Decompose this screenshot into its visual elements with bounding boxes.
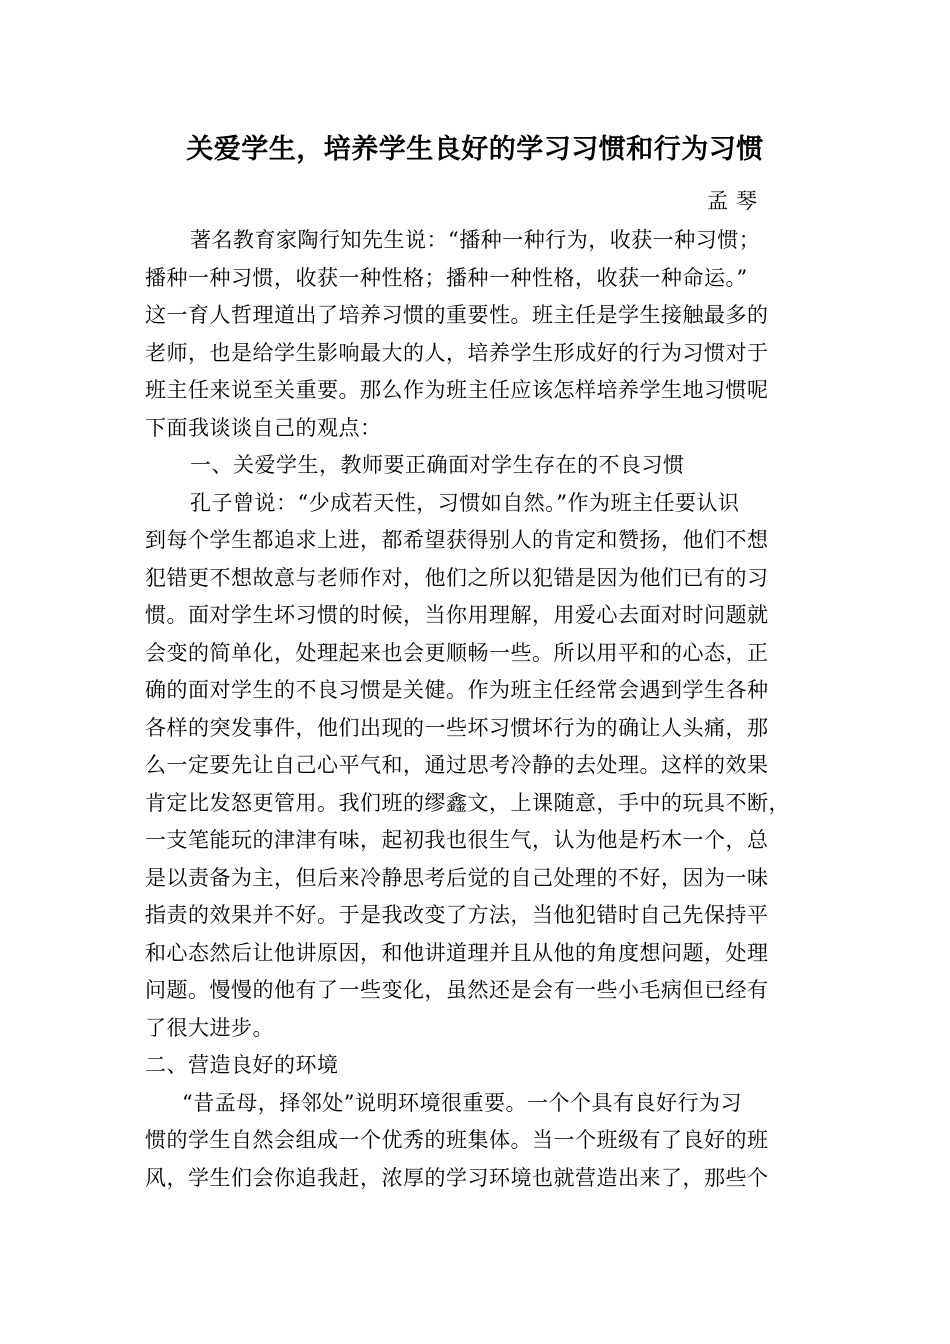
text-line: 班主任来说至关重要。那么作为班主任应该怎样培养学生地习惯呢 xyxy=(145,378,769,402)
section-heading: 二、营造良好的环境 xyxy=(145,1053,339,1077)
text-line: 是以责备为主，但后来冷静思考后觉的自己处理的不好，因为一味 xyxy=(145,865,769,890)
text-line: 这一育人哲理道出了培养习惯的重要性。班主任是学生接触最多的 xyxy=(145,303,769,327)
text-line: 老师，也是给学生影响最大的人，培养学生形成好的行为习惯对于 xyxy=(145,340,769,365)
text-line: 孔子曾说：“少成若天性，习惯如自然。”作为班主任要认识 xyxy=(190,490,740,515)
text-line: 惯的学生自然会组成一个优秀的班集体。当一个班级有了良好的班 xyxy=(145,1128,769,1152)
document-author: 孟琴 xyxy=(707,189,765,213)
text-line: 指责的效果并不好。于是我改变了方法，当他犯错时自己先保持平 xyxy=(145,903,769,927)
text-line: 著名教育家陶行知先生说：“播种一种行为，收获一种习惯； xyxy=(190,228,761,252)
text-line: 问题。慢慢的他有了一些变化，虽然还是会有一些小毛病但已经有 xyxy=(145,978,769,1002)
text-line: 下面我谈谈自己的观点： xyxy=(145,415,382,440)
text-line: 到每个学生都追求上进，都希望获得别人的肯定和赞扬，他们不想 xyxy=(145,528,769,552)
text-line: 各样的突发事件，他们出现的一些坏习惯坏行为的确让人头痛，那 xyxy=(145,715,769,740)
text-line: 确的面对学生的不良习惯是关健。作为班主任经常会遇到学生各种 xyxy=(145,678,769,702)
text-line: 风，学生们会你追我赶，浓厚的学习环境也就营造出来了，那些个 xyxy=(145,1165,769,1190)
text-line: “昔孟母，择邻处”说明环境很重要。一个个具有良好行为习 xyxy=(182,1090,742,1115)
text-line: 一支笔能玩的津津有味，起初我也很生气，认为他是朽木一个，总 xyxy=(145,828,769,852)
document-title: 关爱学生，培养学生良好的学习习惯和行为习惯 xyxy=(186,134,764,165)
text-line: 肯定比发怒更管用。我们班的缪鑫文，上课随意，手中的玩具不断， xyxy=(145,790,790,815)
text-line: 犯错更不想故意与老师作对，他们之所以犯错是因为他们已有的习 xyxy=(145,565,769,590)
text-line: 了很大进步。 xyxy=(145,1015,274,1040)
text-line: 惯。面对学生坏习惯的时候，当你用理解，用爱心去面对时问题就 xyxy=(145,603,769,627)
text-line: 和心态然后让他讲原因，和他讲道理并且从他的角度想问题，处理 xyxy=(145,940,769,965)
text-line: 么一定要先让自己心平气和，通过思考冷静的去处理。这样的效果 xyxy=(145,753,769,777)
text-line: 会变的简单化，处理起来也会更顺畅一些。所以用平和的心态，正 xyxy=(145,640,769,665)
document-body xyxy=(145,222,800,1197)
section-heading: 一、关爱学生，教师要正确面对学生存在的不良习惯 xyxy=(190,453,685,477)
text-line: 播种一种习惯，收获一种性格；播种一种性格，收获一种命运。” xyxy=(145,265,748,290)
